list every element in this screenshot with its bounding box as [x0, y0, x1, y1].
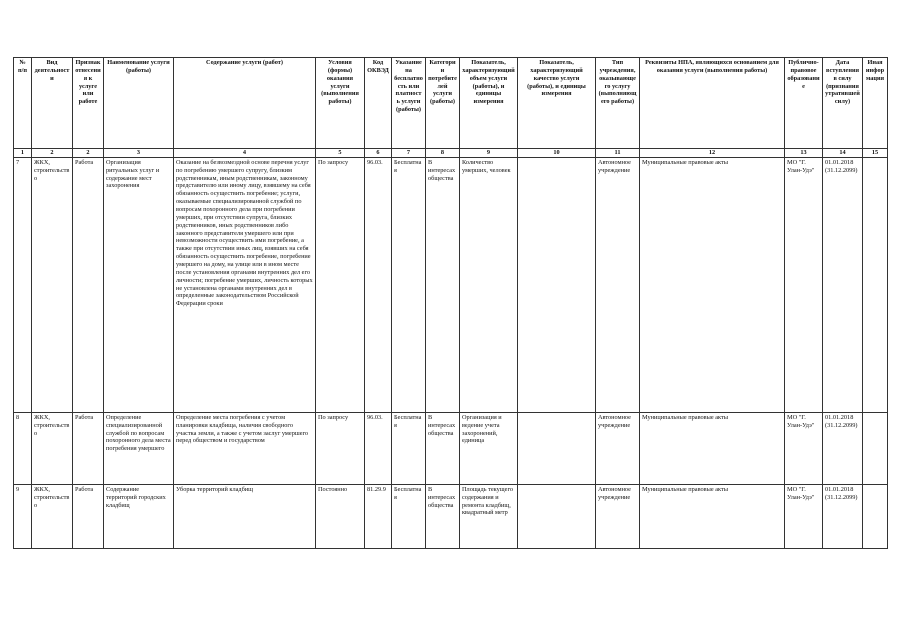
- cell-institution-type: Автономное учреждение: [596, 157, 640, 412]
- col-header-paid: Указание на бесплатность или платность услуги (работы): [392, 58, 426, 149]
- cell-other: [863, 412, 888, 484]
- cell-other: [863, 157, 888, 412]
- col-number: 1: [14, 149, 32, 158]
- col-number: 6: [365, 149, 392, 158]
- cell-npa: Муниципальные правовые акты: [640, 484, 785, 548]
- cell-quality: [518, 484, 596, 548]
- cell-volume: Количество умерших, человек: [460, 157, 518, 412]
- cell-name: Определение специализированной службой по вопросам похоронного дела места погребения умершего: [104, 412, 174, 484]
- cell-public-entity: МО "Г. Улан-Удэ": [785, 484, 823, 548]
- cell-name: Содержание территорий городских кладбищ: [104, 484, 174, 548]
- cell-date: 01.01.2018 (31.12.2099): [823, 484, 863, 548]
- cell-conditions: По запросу: [316, 412, 365, 484]
- cell-okved: 96.03.: [365, 412, 392, 484]
- col-header-npa: Реквизиты НПА, являющихся основанием для оказания услуги (выполнения работы): [640, 58, 785, 149]
- cell-content: Определение места погребения с учетом планировки кладбища, наличия свободного участка земли, а также с учетом заслуг умершего перед обществом и государством: [174, 412, 316, 484]
- cell-paid: Бесплатная: [392, 412, 426, 484]
- cell-other: [863, 484, 888, 548]
- col-header-public-entity: Публично-правовое образование: [785, 58, 823, 149]
- cell-sign: Работа: [73, 412, 104, 484]
- col-number: 12: [640, 149, 785, 158]
- cell-paid: Бесплатная: [392, 157, 426, 412]
- cell-activity: ЖКХ, строительство: [32, 484, 73, 548]
- col-number: 8: [426, 149, 460, 158]
- col-header-activity: Вид деятельности: [32, 58, 73, 149]
- col-number: 7: [392, 149, 426, 158]
- col-header-sign: Признак отнесения к услуге или работе: [73, 58, 104, 149]
- col-number: 9: [460, 149, 518, 158]
- cell-activity: ЖКХ, строительство: [32, 157, 73, 412]
- col-header-number: № п/п: [14, 58, 32, 149]
- col-header-other: Иная информация: [863, 58, 888, 149]
- cell-consumers: В интересах общества: [426, 157, 460, 412]
- cell-institution-type: Автономное учреждение: [596, 484, 640, 548]
- cell-name: Организация ритуальных услуг и содержание мест захоронения: [104, 157, 174, 412]
- cell-number: 8: [14, 412, 32, 484]
- table-row: [14, 484, 888, 548]
- header-row: [14, 58, 888, 149]
- col-header-consumers: Категории потребителей услуги (работы): [426, 58, 460, 149]
- col-number: 5: [316, 149, 365, 158]
- col-header-date: Дата вступления в силу (признания утратившей силу): [823, 58, 863, 149]
- col-header-conditions: Условия (формы) оказания услуги (выполнения работы): [316, 58, 365, 149]
- col-header-okved: Код ОКВЭД: [365, 58, 392, 149]
- column-number-row: [14, 149, 888, 158]
- cell-number: 7: [14, 157, 32, 412]
- col-number: 10: [518, 149, 596, 158]
- cell-consumers: В интересах общества: [426, 412, 460, 484]
- cell-public-entity: МО "Г. Улан-Удэ": [785, 157, 823, 412]
- col-number: 2: [73, 149, 104, 158]
- cell-npa: Муниципальные правовые акты: [640, 412, 785, 484]
- cell-consumers: В интересах общества: [426, 484, 460, 548]
- cell-date: 01.01.2018 (31.12.2099): [823, 412, 863, 484]
- table-row: [14, 157, 888, 412]
- col-header-institution-type: Тип учреждения, оказывающего услугу (выполняющего работы): [596, 58, 640, 149]
- cell-content: Оказание на безвозмездной основе перечня услуг по погребению умершего супругу, близким родственникам, иным родственникам, законному представителю или иному лицу, взявшему на себя обязанность осуществить погребение; услуги, оказываемые специализированной службой по вопросам похоронного дела при погребении умерших, при отсутствии супруга, близких родственников, иных родственников либо законного представителя умершего или при невозможности осуществить ими погребение, а также при отсутствии иных лиц, взявших на себя обязанность осуществить погребение, погребение умершего на дому, на улице или в ином месте после установления органами внутренних дел его личности; погребение умерших, личность которых не установлена органами внутренних дел в определенные законодательством Российской Федерации сроки: [174, 157, 316, 412]
- cell-quality: [518, 412, 596, 484]
- col-number: 3: [104, 149, 174, 158]
- col-number: 13: [785, 149, 823, 158]
- services-table: [13, 57, 888, 549]
- cell-okved: 81.29.9: [365, 484, 392, 548]
- cell-public-entity: МО "Г. Улан-Удэ": [785, 412, 823, 484]
- cell-number: 9: [14, 484, 32, 548]
- cell-sign: Работа: [73, 484, 104, 548]
- col-header-volume: Показатель, характеризующий объем услуги (работы), и единицы измерения: [460, 58, 518, 149]
- table-row: [14, 412, 888, 484]
- cell-okved: 96.03.: [365, 157, 392, 412]
- col-number: 11: [596, 149, 640, 158]
- cell-quality: [518, 157, 596, 412]
- col-header-content: Содержание услуги (работ): [174, 58, 316, 149]
- col-number: 2: [32, 149, 73, 158]
- cell-volume: Площадь текущего содержания и ремонта кладбищ, квадратный метр: [460, 484, 518, 548]
- cell-activity: ЖКХ, строительство: [32, 412, 73, 484]
- cell-sign: Работа: [73, 157, 104, 412]
- cell-paid: Бесплатная: [392, 484, 426, 548]
- col-number: 14: [823, 149, 863, 158]
- col-header-name: Наименование услуги (работы): [104, 58, 174, 149]
- cell-volume: Организация и ведение учета захоронений, единица: [460, 412, 518, 484]
- cell-content: Уборка территорий кладбищ: [174, 484, 316, 548]
- col-number: 15: [863, 149, 888, 158]
- col-header-quality: Показатель, характеризующий качество услуги (работы), и единицы измерения: [518, 58, 596, 149]
- cell-npa: Муниципальные правовые акты: [640, 157, 785, 412]
- cell-conditions: Постоянно: [316, 484, 365, 548]
- col-number: 4: [174, 149, 316, 158]
- cell-institution-type: Автономное учреждение: [596, 412, 640, 484]
- cell-conditions: По запросу: [316, 157, 365, 412]
- cell-date: 01.01.2018 (31.12.2099): [823, 157, 863, 412]
